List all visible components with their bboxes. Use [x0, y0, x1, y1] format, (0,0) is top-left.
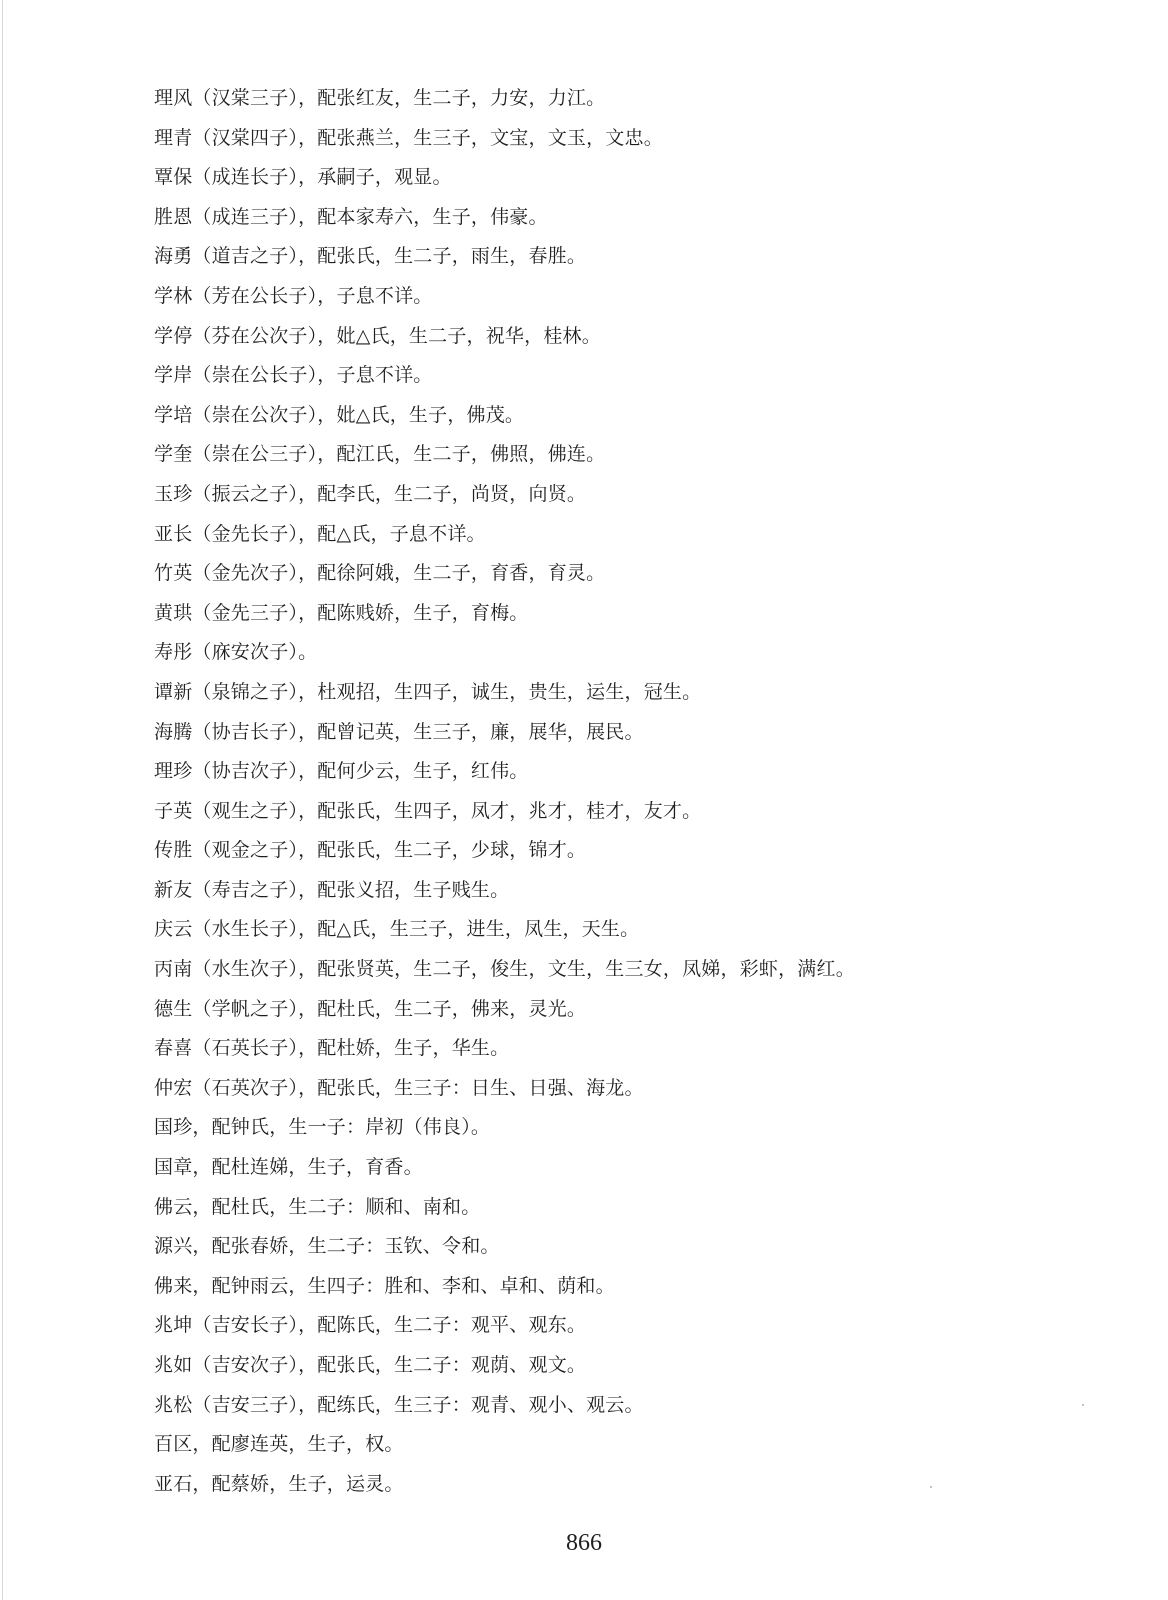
genealogy-entry: 学林（芳在公长子），子息不详。 [154, 284, 433, 307]
genealogy-entry: 胜恩（成连三子），配本家寿六，生子，伟豪。 [154, 205, 548, 228]
genealogy-entry: 学停（芬在公次子），妣△氏，生二子，祝华，桂林。 [154, 324, 601, 347]
genealogy-entry: 子英（观生之子），配张氏，生四子，凤才，兆才，桂才，友才。 [154, 799, 702, 822]
genealogy-entry: 新友（寿吉之子），配张义招，生子贱生。 [154, 878, 510, 901]
scan-speck [1082, 1404, 1084, 1406]
genealogy-entry: 黄珙（金先三子），配陈贱娇，生子，育梅。 [154, 601, 529, 624]
genealogy-entry: 理青（汉棠四子），配张燕兰，生三子，文宝，文玉，文忠。 [154, 126, 663, 149]
genealogy-entry: 国珍，配钟氏，生一子：岸初（伟良）。 [154, 1116, 491, 1139]
genealogy-entry: 学奎（崇在公三子），配江氏，生二子，佛照，佛连。 [154, 443, 606, 466]
genealogy-entry: 德生（学帆之子），配杜氏，生二子，佛来，灵光。 [154, 997, 587, 1020]
genealogy-entry: 寿彤（庥安次子）。 [154, 641, 318, 664]
genealogy-entry: 学培（崇在公次子），妣△氏，生子，佛茂。 [154, 403, 525, 426]
genealogy-entry: 佛云，配杜氏，生二子：顺和、南和。 [154, 1195, 481, 1218]
genealogy-entry: 百区，配廖连英，生子，权。 [154, 1433, 404, 1456]
genealogy-entry: 亚石，配蔡娇，生子，运灵。 [154, 1472, 404, 1495]
genealogy-entry: 传胜（观金之子），配张氏，生二子，少球，锦才。 [154, 839, 587, 862]
genealogy-entry: 国章，配杜连娣，生子，育香。 [154, 1156, 423, 1179]
scan-speck [930, 1486, 932, 1488]
genealogy-entry: 理珍（协吉次子），配何少云，生子，红伟。 [154, 760, 529, 783]
genealogy-entry: 丙南（水生次子），配张贤英，生二子，俊生，文生，生三女，凤娣，彩虾，满红。 [154, 958, 855, 981]
genealogy-entry: 亚长（金先长子），配△氏，子息不详。 [154, 522, 486, 545]
genealogy-entry: 佛来，配钟雨云，生四子：胜和、李和、卓和、荫和。 [154, 1274, 615, 1297]
genealogy-entry: 兆坤（吉安长子），配陈氏，生二子：观平、观东。 [154, 1314, 587, 1337]
genealogy-entry: 兆松（吉安三子），配练氏，生三子：观青、观小、观云。 [154, 1393, 644, 1416]
genealogy-entry: 覃保（成连长子），承嗣子，观显。 [154, 166, 452, 189]
genealogy-entry: 海腾（协吉长子），配曾记英，生三子，廉，展华，展民。 [154, 720, 644, 743]
genealogy-entry-list [154, 79, 1114, 1504]
page-number: 866 [566, 1530, 602, 1556]
genealogy-entry: 学岸（崇在公长子），子息不详。 [154, 364, 433, 387]
genealogy-entry: 海勇（道吉之子），配张氏，生二子，雨生，春胜。 [154, 245, 587, 268]
genealogy-entry: 竹英（金先次子），配徐阿娥，生二子，育香，育灵。 [154, 562, 606, 585]
genealogy-entry: 兆如（吉安次子），配张氏，生二子：观荫、观文。 [154, 1354, 587, 1376]
genealogy-entry: 庆云（水生长子），配△氏，生三子，进生，凤生，天生。 [154, 918, 640, 941]
genealogy-entry: 谭新（泉锦之子），杜观招，生四子，诚生，贵生，运生，冠生。 [154, 680, 702, 703]
page-edge-line [2, 0, 3, 1600]
genealogy-entry: 玉珍（振云之子），配李氏，生二子，尚贤，向贤。 [154, 482, 587, 505]
genealogy-entry: 源兴，配张春娇，生二子：玉钦、令和。 [154, 1235, 500, 1258]
genealogy-entry: 理风（汉棠三子），配张红友，生二子，力安，力江。 [154, 87, 606, 109]
genealogy-entry: 仲宏（石英次子），配张氏，生三子：日生、日强、海龙。 [154, 1076, 644, 1099]
genealogy-entry: 春喜（石英长子），配杜娇，生子，华生。 [154, 1037, 510, 1060]
